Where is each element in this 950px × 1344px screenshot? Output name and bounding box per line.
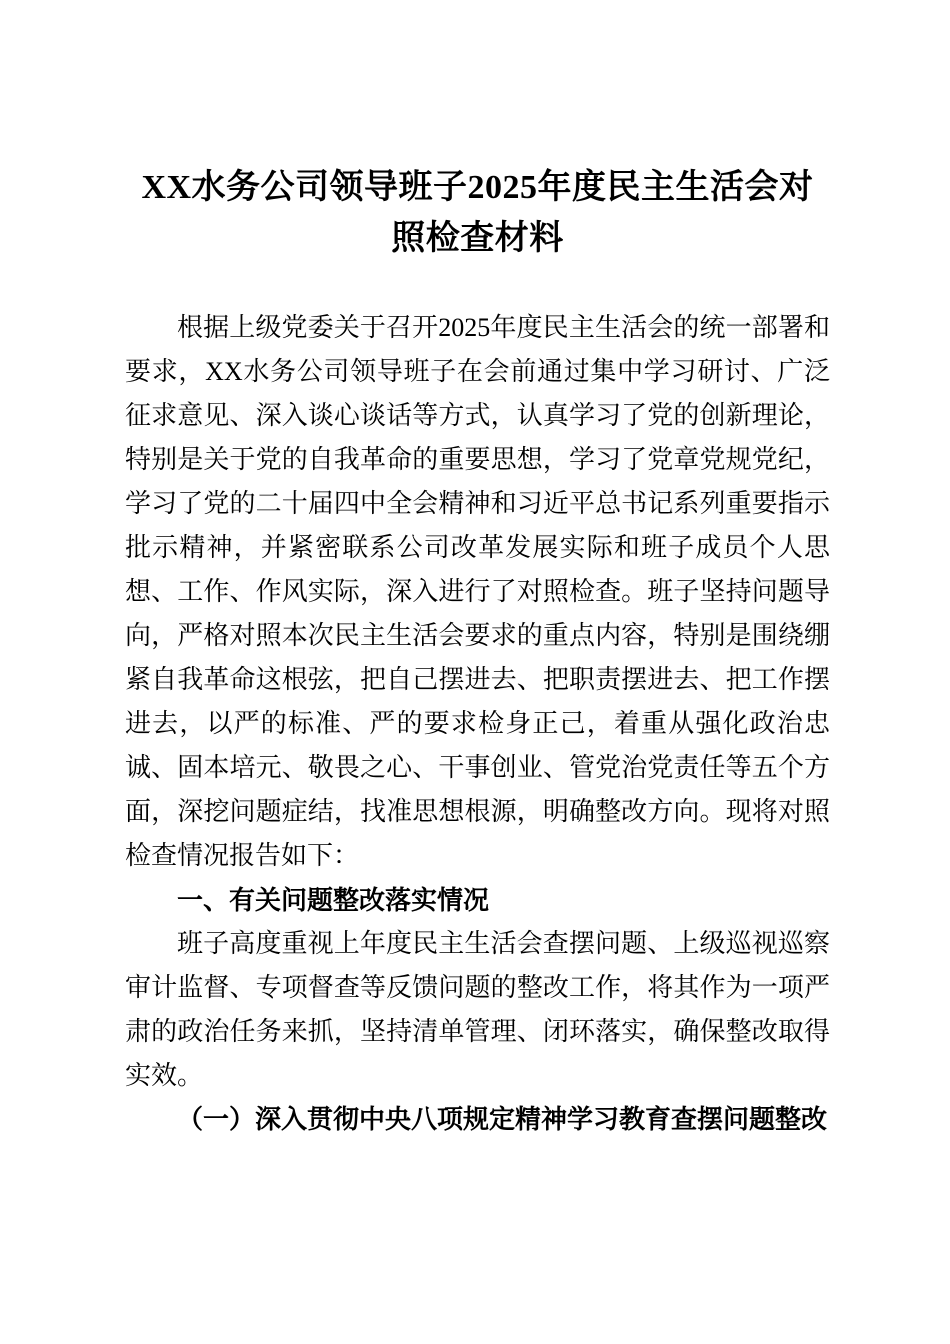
subsection-heading-eight-regulations: （一）深入贯彻中央八项规定精神学习教育查摆问题整改: [177, 1105, 828, 1134]
document-title: XX水务公司领导班子2025年度民主生活会对照检查材料: [141, 169, 814, 257]
paragraph-introduction: 根据上级党委关于召开2025年度民主生活会的统一部署和要求，XX水务公司领导班子在会前通过集中学习研讨、广泛征求意见、深入谈心谈话等方式，认真学习了党的创新理论，特别是关于党的自我革命的重要思想，学习了党章党规党纪，学习了党的二十届四中全会精神和习近平总书记系列重要指示批示精神，并紧密联系公司改革发展实际和班子成员个人思想、工作、作风实际，深入进行了对照检查。班子坚持问题导向，严格对照本次民主生活会要求的重点内容，特别是围绕绷紧自我革命这根弦，把自己摆进去、把职责摆进去、把工作摆进去，以严的标准、严的要求检身正己，着重从强化政治忠诚、固本培元、敬畏之心、干事创业、管党治党责任等五个方面，深挖问题症结，找准思想根源，明确整改方向。现将对照检查情况报告如下：: [125, 313, 830, 870]
section-heading-rectification-status: 一、有关问题整改落实情况: [177, 885, 490, 915]
paragraph-rectification-overview: 班子高度重视上年度民主生活会查摆问题、上级巡视巡察审计监督、专项督查等反馈问题的整改工作，将其作为一项严肃的政治任务来抓，坚持清单管理、闭环落实，确保整改取得实效。: [125, 929, 830, 1090]
